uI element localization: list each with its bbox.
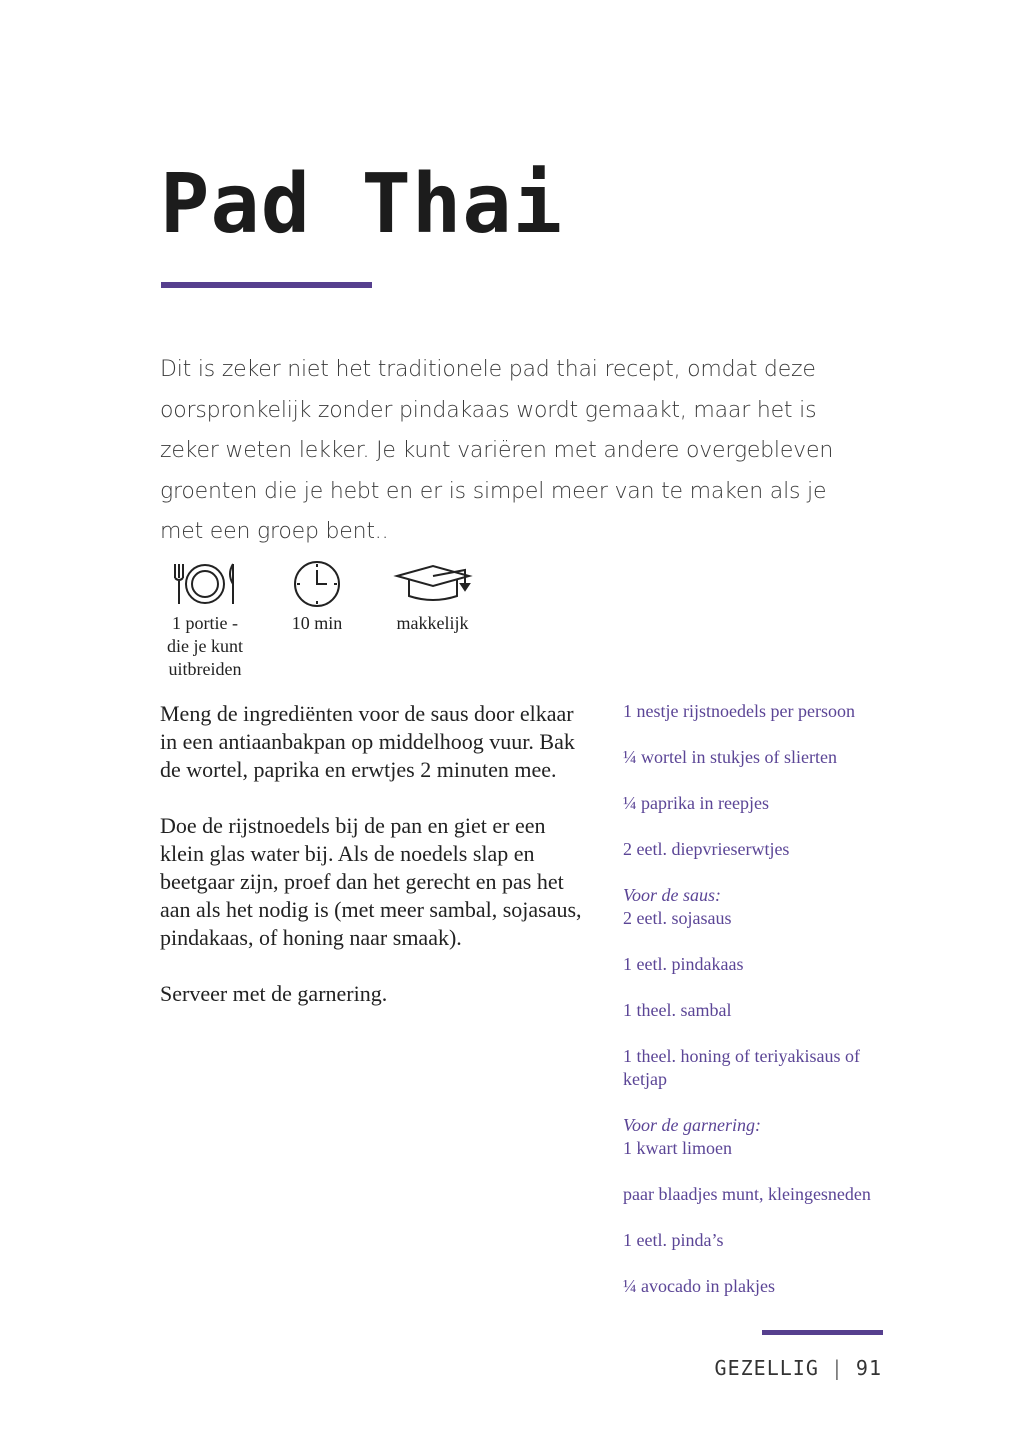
step-paragraph: Doe de rijstnoedels bij de pan en giet er een klein glas water bij. Als de noedels slap en beetgaar zijn, proef dan het gerecht en pas het aan als het nodig is (met meer sambal, sojasaus, pindakaas, of honing naar smaak). [160,813,582,950]
section-name: GEZELLIG [714,1356,819,1380]
ingredient-text: ¼ wortel in stukjes of slierten [623,747,837,767]
ingredient-text: 1 eetl. pinda’s [623,1230,724,1250]
ingredient-text: 2 eetl. sojasaus [623,908,732,928]
difficulty-label: makkelijk [396,613,469,633]
graduation-cap-icon [393,560,473,608]
intro-paragraph: Dit is zeker niet het traditionele pad thai recept, omdat deze oorspronkelijk zonder pindakaas wordt gemaakt, maar het is zeker weten lekker. Je kunt variëren met andere overgebleven groenten die je hebt en er is simpel meer van te maken als je met een groep bent.. [160,357,834,544]
ingredient-item [623,1229,888,1252]
ingredient-item [623,1183,888,1206]
title-underline [161,282,372,288]
ingredient-text: ¼ avocado in plakjes [623,1276,775,1296]
ingredient-text: 1 theel. honing of teriyakisaus of ketjap [623,1046,860,1089]
servings-label: 1 portie - die je kunt uitbreiden [167,613,243,679]
clock-icon [292,560,342,608]
ingredient-text: 1 nestje rijstnoedels per persoon [623,701,855,721]
ingredient-item [623,1114,888,1160]
plate-cutlery-icon [169,560,241,608]
ingredient-item [623,838,888,861]
ingredient-item [623,700,888,723]
ingredient-text: 2 eetl. diepvrieserwtjes [623,839,790,859]
footer-separator: | [830,1356,844,1380]
step-paragraph: Meng de ingrediënten voor de saus door elkaar in een antiaanbakpan op middelhoog vuur. Bak de wortel, paprika en erwtjes 2 minuten mee. [160,701,575,782]
page-number: 91 [855,1356,882,1380]
ingredient-text: 1 eetl. pindakaas [623,954,744,974]
ingredient-item [623,746,888,769]
ingredient-text: 1 kwart limoen [623,1138,732,1158]
servings-info [160,560,250,681]
ingredient-item [623,999,888,1022]
ingredient-item [623,953,888,976]
step-paragraph: Serveer met de garnering. [160,981,388,1006]
page-footer [715,1356,882,1380]
ingredients-list [623,700,888,1321]
ingredient-group-header: Voor de garnering: [623,1115,761,1135]
ingredient-text: paar blaadjes munt, kleingesneden [623,1184,871,1204]
ingredient-item [623,1045,888,1091]
recipe-title: Pad Thai [160,157,563,252]
ingredient-item [623,884,888,930]
time-label: 10 min [291,613,343,633]
ingredient-text: 1 theel. sambal [623,1000,732,1020]
ingredient-item [623,1275,888,1298]
recipe-steps [160,700,590,1036]
ingredient-group-header: Voor de saus: [623,885,721,905]
difficulty-info [385,560,480,635]
footer-rule [762,1330,883,1335]
time-info [278,560,356,635]
ingredient-text: ¼ paprika in reepjes [623,793,769,813]
ingredient-item [623,792,888,815]
